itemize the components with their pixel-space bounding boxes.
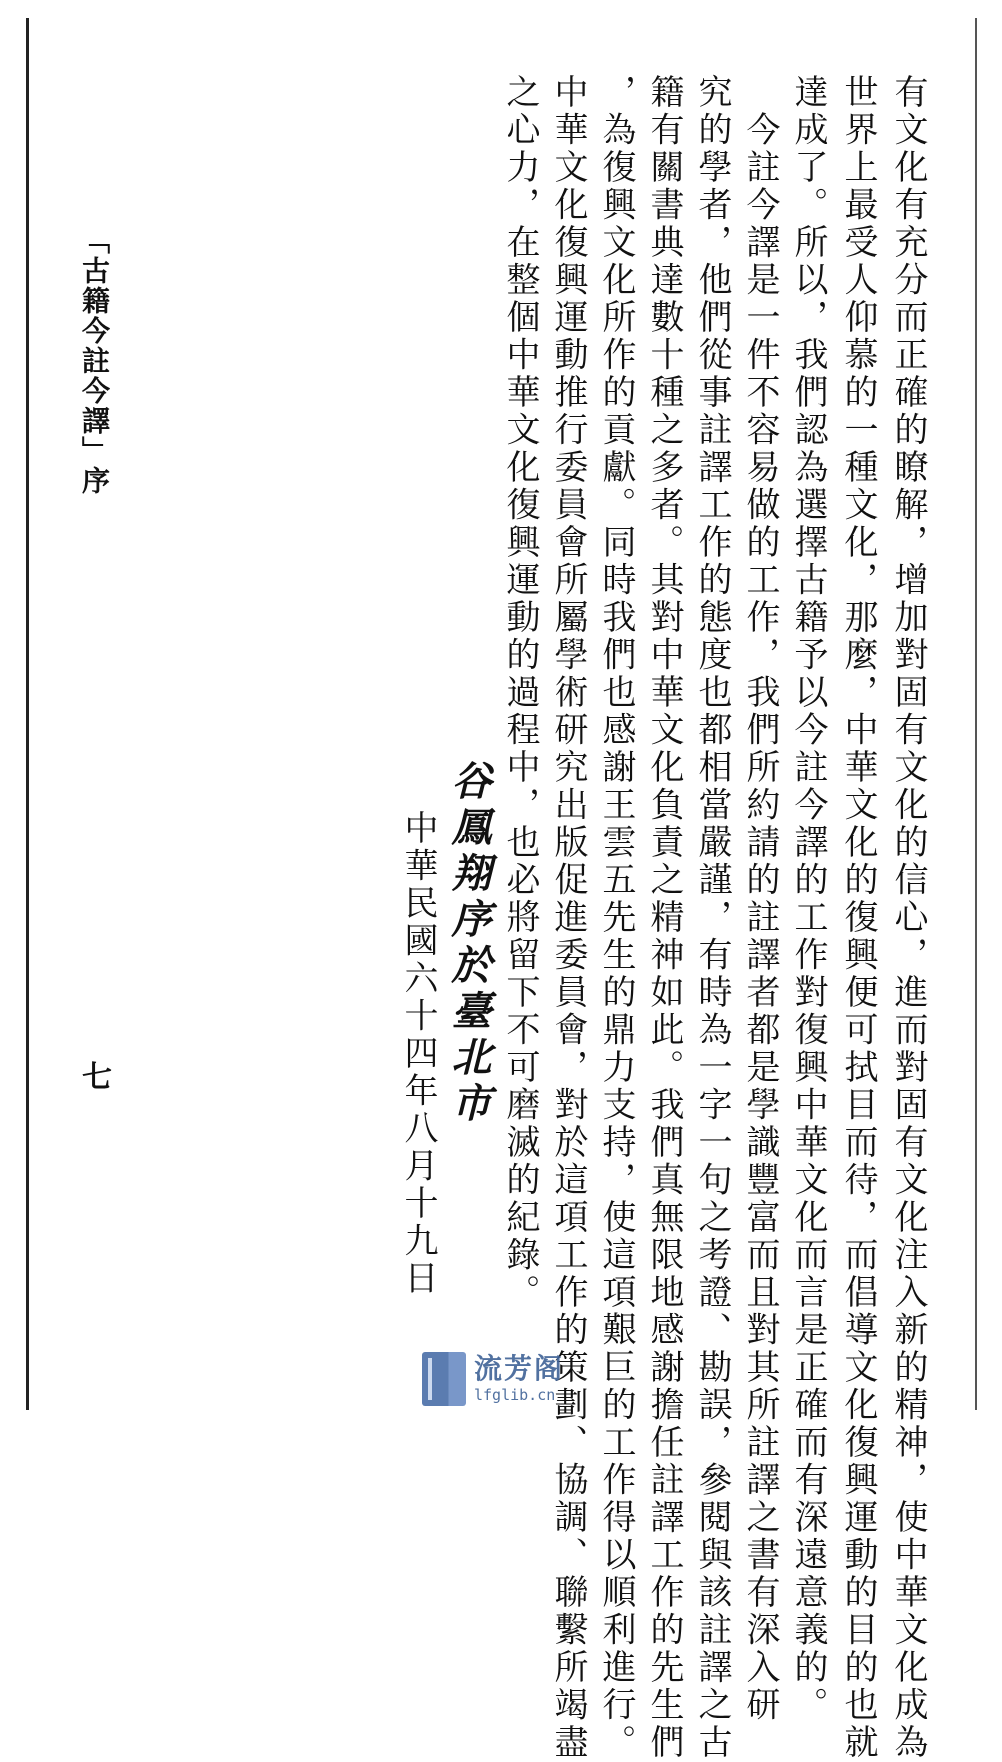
text-column: 究的學者，他們從事註譯工作的態度也都相當嚴謹，有時為一字一句之考證、勘誤，參閱與該註譯之古	[692, 74, 732, 1762]
text-column: 之心力，在整個中華文化復興運動的過程中，也必將留下不可磨滅的紀錄。	[500, 74, 540, 1312]
text-column: 有文化有充分而正確的瞭解，增加對固有文化的信心，進而對固有文化注入新的精神，使中華文化成為	[888, 74, 928, 1762]
author-signature: 谷鳳翔序於臺北市	[445, 760, 492, 1128]
watermark-logo	[422, 1346, 582, 1412]
watermark-name: 流芳阁	[474, 1352, 565, 1385]
page-number: 七	[82, 1060, 112, 1095]
text-column: 今註今譯是一件不容易做的工作，我們所約請的註譯者都是學識豐富而且對其所註譯之書有深入研	[740, 74, 780, 1724]
text-column: 籍有關書典達數十種之多者。其對中華文化負責之精神如此。我們真無限地感謝擔任註譯工作的先生們	[644, 74, 684, 1762]
text-column: 中華文化復興運動推行委員會所屬學術研究出版促進委員會，對於這項工作的策劃、協調、聯繫所竭盡	[548, 74, 588, 1762]
book-icon	[422, 1352, 466, 1406]
watermark-url: lfglib.cn	[474, 1386, 556, 1404]
text-column: 達成了。所以，我們認為選擇古籍予以今註今譯的工作對復興中華文化而言是正確而有深遠意義的。	[788, 74, 828, 1724]
running-header: 「古籍今註今譯」序	[78, 226, 111, 496]
date-line: 中華民國六十四年八月十九日	[398, 810, 438, 1298]
text-column: ，為復興文化所作的貢獻。同時我們也感謝王雲五先生的鼎力支持，使這項艱巨的工作得以順利進行。	[596, 74, 636, 1762]
text-column: 世界上最受人仰慕的一種文化，那麼，中華文化的復興便可拭目而待，而倡導文化復興運動的目的也就	[838, 74, 878, 1762]
